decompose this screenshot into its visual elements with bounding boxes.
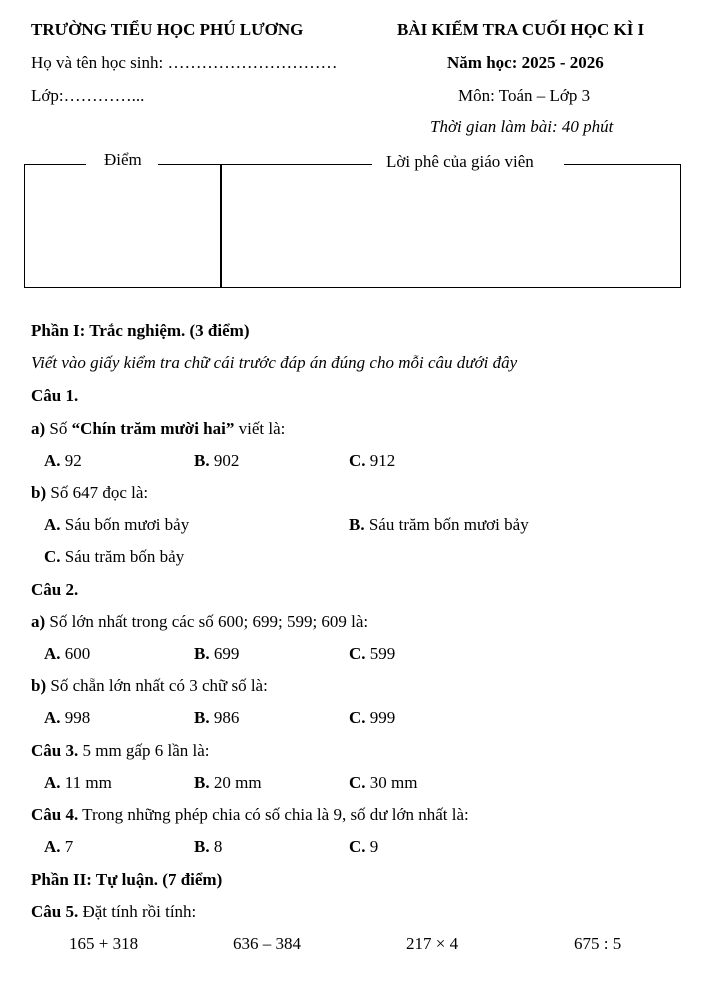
q5-label: Câu 5. [31,902,79,921]
school-year-label: Năm học: [447,53,522,72]
option-text: 7 [60,837,74,856]
q3-option-c [349,773,417,793]
q5-expression-2: 636 – 384 [233,934,301,953]
option-text: 20 mm [209,773,262,792]
exam-title: BÀI KIỂM TRA CUỐI HỌC KÌ I [397,20,645,39]
q4-label: Câu 4. [31,805,79,824]
q1a-question [31,419,285,439]
option-text: 599 [365,644,396,663]
school-name: TRƯỜNG TIỂU HỌC PHÚ LƯƠNG [31,20,304,39]
q1b-option-c [44,547,184,567]
student-name-field: Họ và tên học sinh: ………………………… [31,53,338,72]
q2a-option-c [349,644,395,664]
q3-text: 5 mm gấp 6 lần là: [78,741,210,760]
option-letter: A. [44,451,61,470]
q2b-option-b [194,708,239,728]
option-letter: B. [194,837,210,856]
option-text: 912 [365,451,396,470]
score-box [24,164,222,288]
q1b-letter: b) [31,483,47,502]
q4-option-a [44,837,73,857]
q2a-text: Số lớn nhất trong các số 600; 699; 599; 609 là: [45,612,369,631]
q2a-option-a [44,644,90,664]
option-text: 699 [209,644,240,663]
subject: Môn: Toán – Lớp 3 [458,86,591,105]
teacher-comment-box [220,164,681,288]
q4-question [31,805,469,825]
q2b-question [31,676,268,696]
option-letter: C. [349,451,366,470]
option-text: 9 [365,837,379,856]
q3-label: Câu 3. [31,741,79,760]
q5-expression-4: 675 : 5 [574,934,622,953]
q4-option-b [194,837,222,857]
q1a-option-c [349,451,395,471]
q2a-question [31,612,368,632]
option-letter: A. [44,773,61,792]
teacher-comment-label: Lời phê của giáo viên [386,152,534,171]
option-letter: A. [44,515,61,534]
q4-option-c [349,837,378,857]
option-text: 986 [209,708,240,727]
option-text: 8 [209,837,223,856]
part2-title: Phần II: Tự luận. (7 điểm) [31,870,223,889]
q1a-option-b [194,451,239,471]
q2b-option-c [349,708,395,728]
option-letter: B. [194,708,210,727]
q5-expression-3: 217 × 4 [406,934,459,953]
q2-label: Câu 2. [31,580,79,599]
q5-text: Đặt tính rồi tính: [78,902,197,921]
q1-label: Câu 1. [31,386,79,405]
option-letter: B. [194,451,210,470]
q1b-option-a [44,515,189,535]
option-text: 11 mm [60,773,112,792]
option-letter: C. [349,708,366,727]
q2a-option-b [194,644,239,664]
option-letter: A. [44,708,61,727]
option-text: 30 mm [365,773,418,792]
option-text: 92 [60,451,82,470]
option-letter: A. [44,644,61,663]
q1b-text: Số 647 đọc là: [46,483,149,502]
q3-option-a [44,773,112,793]
option-text: 999 [365,708,396,727]
q2a-letter: a) [31,612,46,631]
option-text: Sáu trăm bốn mươi bảy [364,515,529,534]
q2b-text: Số chẵn lớn nhất có 3 chữ số là: [46,676,268,695]
option-text: 600 [60,644,91,663]
q2b-letter: b) [31,676,47,695]
q5-question [31,902,196,922]
option-text: 902 [209,451,240,470]
q1b-question [31,483,148,503]
option-text: Sáu bốn mươi bảy [60,515,190,534]
q4-text: Trong những phép chia có số chia là 9, số dư lớn nhất là: [78,805,469,824]
option-letter: B. [194,773,210,792]
school-year [447,53,604,73]
option-letter: C. [349,837,366,856]
part1-instruction: Viết vào giấy kiểm tra chữ cái trước đáp án đúng cho mỗi câu dưới đây [31,353,518,372]
option-text: 998 [60,708,91,727]
option-letter: C. [44,547,61,566]
option-letter: C. [349,773,366,792]
q1a-option-a [44,451,82,471]
q1a-text-bold: “Chín trăm mười hai” [71,419,235,438]
score-label: Điểm [104,150,142,169]
q1a-letter: a) [31,419,46,438]
school-year-value: 2025 - 2026 [521,53,604,72]
q1a-text-pre: Số [45,419,72,438]
exam-duration: Thời gian làm bài: 40 phút [430,117,614,136]
q3-option-b [194,773,262,793]
q5-expression-1: 165 + 318 [69,934,139,953]
q1b-option-b [349,515,529,535]
class-field: Lớp:…………... [31,86,145,105]
q3-question [31,741,210,761]
option-letter: B. [194,644,210,663]
option-letter: C. [349,644,366,663]
option-letter: A. [44,837,61,856]
option-letter: B. [349,515,365,534]
option-text: Sáu trăm bốn bảy [60,547,185,566]
q1a-text-post: viết là: [234,419,286,438]
q2b-option-a [44,708,90,728]
part1-title: Phần I: Trắc nghiệm. (3 điểm) [31,321,250,340]
